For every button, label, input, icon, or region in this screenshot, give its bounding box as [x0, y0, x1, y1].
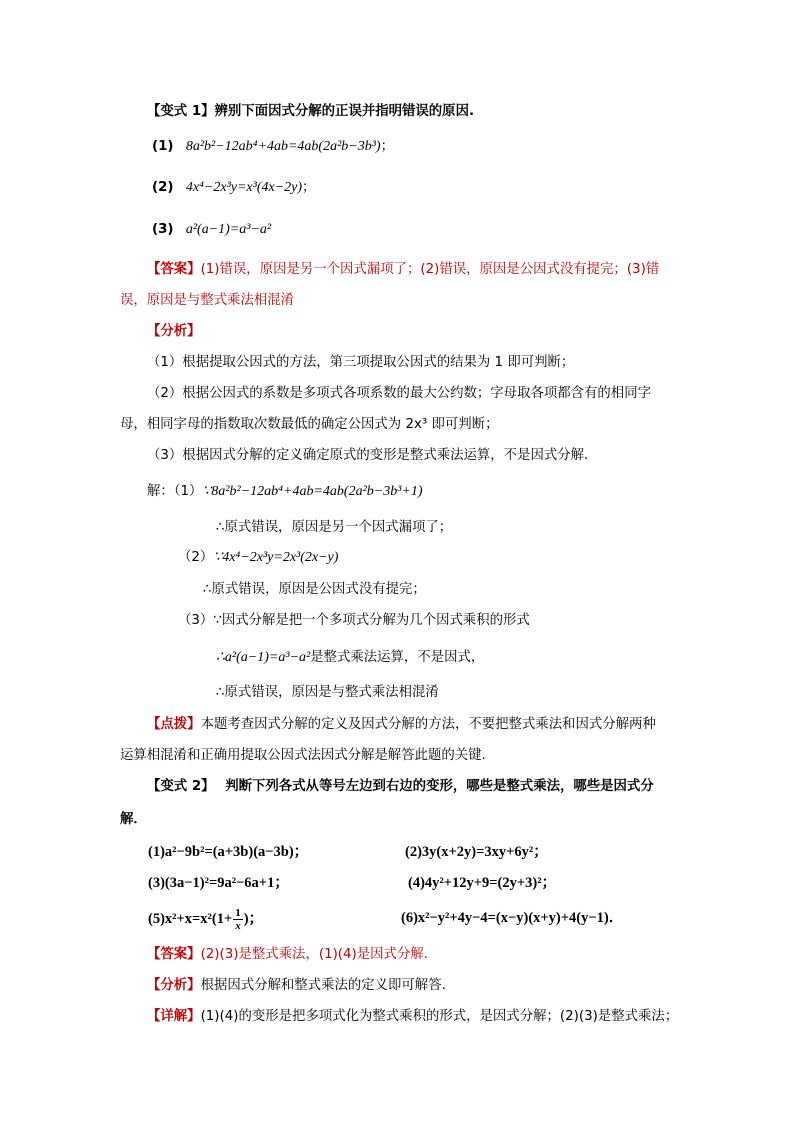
item-expression: 4x⁴−2x³y=x³(4x−2y): [185, 180, 303, 195]
analysis-line-3: 母，相同字母的指数取次数最低的确定公因式为 2x³ 即可判断；: [120, 417, 499, 432]
step-number: （2）: [178, 550, 214, 565]
variant1-answer-line-1: [147, 260, 659, 280]
variant2-heading-text: 判断下列各式从等号左边到右边的变形，哪些是整式乘法，哪些是因式分: [225, 779, 654, 794]
variant1-tip-line-1: [147, 715, 656, 735]
analysis-line-4: （3）根据因式分解的定义确定原式的变形是整式乘法运算，不是因式分解.: [147, 448, 589, 463]
variant2-answer: [147, 945, 437, 965]
item-expression: 3y(x+2y)=3xy+6y²；: [421, 844, 548, 860]
item-tail: ；: [380, 139, 394, 154]
item-number: (1): [148, 844, 165, 860]
solution-step-1: [147, 482, 423, 502]
item-expression: 4y²+12y+9=(2y+3)²；: [424, 875, 557, 891]
variant1-analysis-tag: 【分析】: [147, 324, 201, 339]
step-text: ∵因式分解是把一个多项式分解为几个因式乘积的形式: [213, 613, 530, 628]
variant1-answer-line-2: 误，原因是与整式乘法相混淆: [120, 293, 295, 308]
analysis-line-2: （2）根据公因式的系数是多项式各项系数的最大公约数；字母取各项都含有的相同字: [147, 386, 651, 401]
item-number: (2): [152, 180, 174, 195]
variant2-item-4: [408, 873, 556, 893]
item-expression-post: )；: [243, 910, 264, 927]
tip-tag: 【点拨】: [147, 717, 201, 732]
analysis-tag: 【分析】: [147, 978, 201, 993]
variant2-analysis: [147, 976, 446, 996]
variant2-item-2: [405, 842, 548, 862]
answer-tag: 【答案】: [147, 262, 201, 277]
variant1-item-3: [152, 220, 271, 240]
item-expression: 8a²b²−12ab⁴+4ab=4ab(2a²b−3b³): [185, 139, 381, 154]
solution-step-2: [178, 548, 338, 568]
variant1-tag: 【变式 1】: [147, 104, 215, 119]
variant2-heading-line-2: 解．: [120, 812, 147, 827]
step-expression: ∵4x⁴−2x³y=2x³(2x−y): [213, 550, 339, 565]
variant1-tip-line-2: 运算相混淆和正确用提取公因式法因式分解是解答此题的关键.: [120, 748, 486, 763]
step-expression-tail: 是整式乘法运算，不是因式，: [310, 650, 485, 665]
variant1-item-2: [152, 178, 315, 198]
analysis-text: 根据因式分解和整式乘法的定义即可解答.: [200, 978, 446, 993]
variant1-item-1: [152, 137, 394, 157]
item-number: (5): [148, 910, 165, 927]
item-expression: x²−y²+4y−4=(x−y)(x+y)+4(y−1)．: [417, 910, 624, 926]
fraction: [233, 907, 243, 932]
variant2-item-3: [148, 873, 289, 893]
item-number: (3): [148, 875, 165, 891]
variant2-tag: 【变式 2】: [147, 779, 215, 794]
variant1-heading-text: 辨别下面因式分解的正误并指明错误的原因.: [214, 104, 475, 119]
detail-text: (1)(4)的变形是把多项式化为整式乘积的形式，是因式分解；(2)(3)是整式乘法；: [200, 1009, 679, 1024]
solution-step-2-conclusion: ∴原式错误，原因是公因式没有提完；: [203, 582, 426, 597]
tip-text: 本题考查因式分解的定义及因式分解的方法，不要把整式乘法和因式分解两种: [200, 717, 656, 732]
detail-tag: 【详解】: [147, 1009, 201, 1024]
item-number: (6): [401, 910, 418, 926]
item-expression: a²(a−1)=a³−a²: [185, 222, 272, 237]
analysis-line-1: （1）根据提取公因式的方法，第三项提取公因式的结果为 1 即可判断；: [147, 355, 575, 370]
item-expression-pre: x²+x=x²(1+: [164, 910, 233, 927]
variant2-detail: [147, 1007, 678, 1027]
step-expression: ∵8a²b²−12ab⁴+4ab=4ab(2a²b−3b³+1): [202, 484, 423, 499]
variant1-heading: [147, 102, 474, 122]
variant2-item-6: [401, 908, 623, 928]
item-number: (3): [152, 222, 174, 237]
step-expression: ∴a²(a−1)=a³−a²: [216, 650, 311, 665]
solution-step-3-conclusion: ∴原式错误，原因是与整式乘法相混淆: [216, 685, 439, 700]
variant2-heading-line-1: [147, 777, 654, 797]
step-number: （1）: [173, 484, 203, 499]
item-tail: ；: [302, 180, 316, 195]
answer-text: (2)(3)是整式乘法，(1)(4)是因式分解．: [200, 947, 438, 962]
item-number: (4): [408, 875, 425, 891]
item-expression: a²−9b²=(a+3b)(a−3b)；: [164, 844, 309, 860]
item-expression: (3a−1)²=9a²−6a+1；: [164, 875, 289, 891]
step-number: （3）: [178, 613, 214, 628]
solution-step-3: [178, 611, 530, 631]
solution-label: 解：: [147, 484, 174, 499]
item-number: (1): [152, 139, 174, 154]
fraction-numerator: 1: [235, 907, 241, 919]
fraction-denominator: x: [235, 920, 241, 932]
solution-step-1-conclusion: ∴原式错误，原因是另一个因式漏项了；: [216, 520, 453, 535]
answer-tag: 【答案】: [147, 947, 201, 962]
item-number: (2): [405, 844, 422, 860]
solution-step-3-expression: [216, 648, 484, 668]
variant2-item-5: [148, 907, 263, 932]
variant2-item-1: [148, 842, 308, 862]
answer-text: (1)错误，原因是另一个因式漏项了；(2)错误，原因是公因式没有提完；(3)错: [200, 262, 660, 277]
